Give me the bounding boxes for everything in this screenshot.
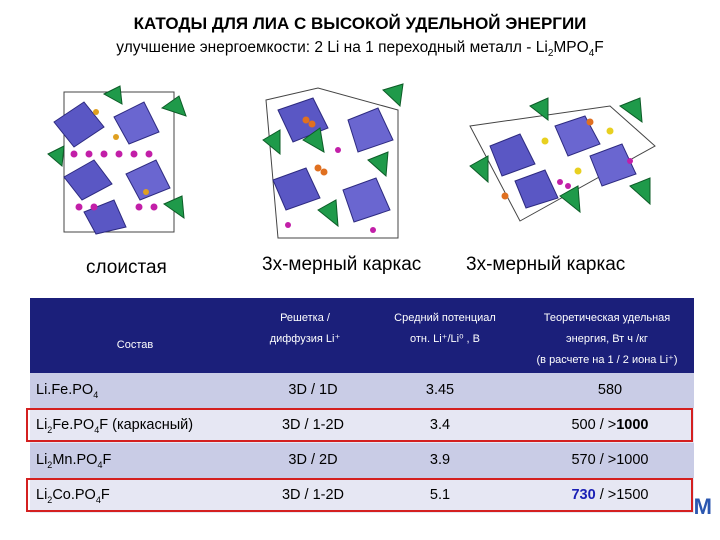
- row-potential: 3.4: [429, 417, 451, 433]
- row-composition: $Li_2Fe.PO_4F$ (каркасный): [36, 417, 194, 435]
- row-energy: 570 / >1000: [571, 452, 649, 468]
- header-energy-line1: Теоретическая удельная: [543, 312, 671, 324]
- row-potential: 3.45: [425, 382, 455, 398]
- header-lattice-line1: Решетка /: [280, 312, 330, 324]
- table-row: [30, 373, 694, 408]
- crystal-structure-framework-2: [460, 86, 660, 236]
- table-header: [30, 298, 694, 373]
- row-energy: 730 / >1500: [571, 487, 649, 503]
- crystal-structure-layered: [44, 82, 194, 242]
- header-energy-line2: энергия, Вт ч /кг: [566, 333, 648, 345]
- header-composition: Состав: [116, 339, 154, 351]
- row-composition: $Li_2Mn.PO_4F$: [36, 452, 112, 470]
- crystal-structure-framework-1: [258, 80, 408, 245]
- slide-title: КАТОДЫ ДЛЯ ЛИА С ВЫСОКОЙ УДЕЛЬНОЙ ЭНЕРГИИ: [133, 14, 587, 33]
- row-potential: 5.1: [429, 487, 451, 503]
- highlight-frame-row4: [26, 478, 693, 512]
- row-energy: 580: [597, 382, 623, 398]
- slide-subtitle: улучшение энергоемкости: 2 Li на 1 переходный металл - $Li_2MPO_4F$: [116, 39, 604, 60]
- row-lattice: 3D / 1D: [288, 382, 338, 398]
- header-lattice-line2: диффузия Li⁺: [269, 333, 341, 345]
- row-energy: 500 / >1000: [571, 417, 649, 433]
- row-composition: $Li_2Co.PO_4F$: [36, 487, 110, 505]
- corner-logo-fragment: M: [693, 494, 712, 519]
- row-lattice: 3D / 2D: [288, 452, 338, 468]
- row-lattice: 3D / 1-2D: [281, 417, 345, 433]
- header-potential-line1: Средний потенциал: [394, 312, 496, 324]
- header-energy-line3: (в расчете на 1 / 2 иона Li⁺): [536, 354, 678, 366]
- highlight-frame-row2: [26, 408, 693, 442]
- caption-framework-1: 3х-мерный каркас: [262, 254, 422, 275]
- table-row: [30, 443, 694, 478]
- header-potential-line2: отн. Li⁺/Li⁰ , В: [409, 333, 480, 345]
- row-potential: 3.9: [429, 452, 451, 468]
- row-composition: $Li.Fe.PO_4$: [36, 382, 99, 400]
- caption-framework-2: 3х-мерный каркас: [466, 254, 626, 275]
- row-lattice: 3D / 1-2D: [281, 487, 345, 503]
- caption-layered: слоистая: [86, 257, 167, 278]
